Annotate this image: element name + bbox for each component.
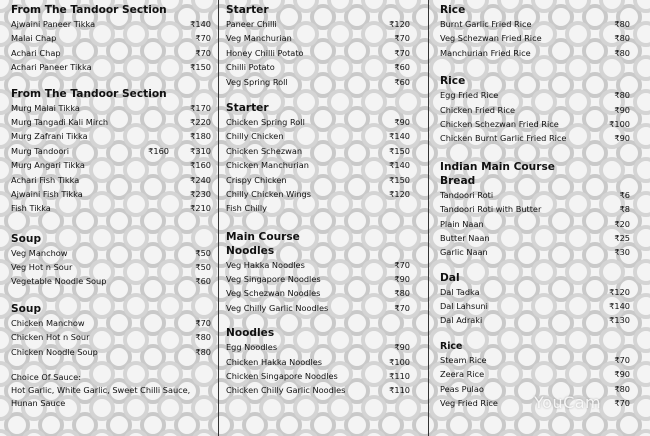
section-title: Indian Main Course <box>440 160 555 173</box>
item-name: Dal Adraki <box>440 315 483 326</box>
item-price: ₹6 <box>619 189 630 200</box>
item-price: ₹70 <box>394 302 410 313</box>
menu-item <box>226 383 410 397</box>
menu-item <box>11 129 211 143</box>
section-rice-nonveg <box>440 75 630 146</box>
item-name: Plain Naan <box>440 218 484 229</box>
menu-item <box>11 101 211 115</box>
item-price: ₹70 <box>614 354 630 365</box>
item-price: ₹80 <box>195 346 211 357</box>
item-name: Murg Zafrani Tikka <box>11 131 88 142</box>
menu-item <box>226 201 410 215</box>
item-price: ₹70 <box>195 33 211 44</box>
item-name: Chicken Spring Roll <box>226 116 305 127</box>
item-name: Manchurian Fried Rice <box>440 47 531 58</box>
menu-item <box>11 260 211 274</box>
menu-item <box>226 286 410 300</box>
item-name: Achari Chap <box>11 47 61 58</box>
menu-item <box>11 144 211 158</box>
item-name: Malai Chap <box>11 33 57 44</box>
item-name: Chilli Potato <box>226 62 275 73</box>
item-name: Tandoori Roti <box>440 189 494 200</box>
menu-item <box>440 202 630 216</box>
menu-item <box>440 299 630 313</box>
item-name: Murg Angari Tikka <box>11 160 85 171</box>
item-price: ₹140 <box>609 301 630 312</box>
item-name: Dal Tadka <box>440 286 480 297</box>
item-price: ₹25 <box>614 232 630 243</box>
item-price: ₹100 <box>609 118 630 129</box>
item-name: Tandoori Roti with Butter <box>440 204 542 215</box>
item-name: Chicken Manchow <box>11 317 85 328</box>
menu-item <box>226 129 410 143</box>
item-price: ₹310 <box>190 145 211 156</box>
menu-item <box>226 17 410 31</box>
item-price: ₹170 <box>190 102 211 113</box>
item-name: Steam Rice <box>440 354 487 365</box>
menu-item <box>440 353 630 367</box>
item-name: Chicken Noodle Soup <box>11 346 98 357</box>
item-name: Honey Chilli Potato <box>226 47 304 58</box>
item-name: Veg Singapore Noodles <box>226 274 321 285</box>
menu-item <box>440 46 630 60</box>
menu-column-3 <box>440 4 630 410</box>
menu-item <box>226 75 410 89</box>
item-name: Egg Fried Rice <box>440 90 499 101</box>
menu-item <box>226 115 410 129</box>
item-price: ₹30 <box>614 247 630 258</box>
item-price: ₹90 <box>614 104 630 115</box>
menu-item <box>226 173 410 187</box>
item-name: Chicken Fried Rice <box>440 104 516 115</box>
menu-item <box>226 31 410 45</box>
menu-item <box>440 117 630 131</box>
item-price: ₹90 <box>394 274 410 285</box>
section-title: Rice <box>440 340 463 352</box>
item-name: Achari Paneer Tikka <box>11 62 92 73</box>
item-price: ₹80 <box>614 33 630 44</box>
section-dal <box>440 272 630 328</box>
menu-item <box>11 345 211 359</box>
sauce-line-2: Hunan Sauce <box>11 398 66 409</box>
menu-item <box>440 17 630 31</box>
section-sauce <box>11 371 211 410</box>
item-price: ₹130 <box>609 315 630 326</box>
menu-item <box>440 285 630 299</box>
section-title: Soup <box>11 302 42 315</box>
item-name: Egg Noodles <box>226 342 278 353</box>
section-title: Noodles <box>226 327 275 340</box>
item-price: ₹140 <box>190 19 211 29</box>
menu-item <box>11 316 211 330</box>
item-price: ₹120 <box>389 19 410 29</box>
section-title: Rice <box>440 4 466 16</box>
item-price: ₹70 <box>394 259 410 270</box>
menu-item <box>11 246 211 260</box>
item-name: Chicken Hakka Noodles <box>226 356 323 367</box>
item-name: Murg Tandoori <box>11 145 69 156</box>
item-price: ₹140 <box>389 131 410 142</box>
menu-item <box>226 46 410 60</box>
item-price: ₹140 <box>389 160 410 171</box>
item-name: Veg Chilly Garlic Noodles <box>226 302 329 313</box>
menu-item <box>440 188 630 202</box>
menu-item <box>11 31 211 45</box>
item-name: Veg Spring Roll <box>226 76 288 87</box>
menu-item <box>226 355 410 369</box>
item-name: Veg Fried Rice <box>440 398 498 409</box>
item-price: ₹90 <box>614 133 630 144</box>
item-name: Burnt Garlic Fried Rice <box>440 19 532 29</box>
item-name: Veg Manchow <box>11 247 68 258</box>
menu-item <box>226 187 410 201</box>
item-name: Vegetable Noodle Soup <box>11 276 107 287</box>
item-name: Paneer Chilli <box>226 19 277 29</box>
menu-item <box>440 131 630 145</box>
item-price: ₹180 <box>190 131 211 142</box>
item-price: ₹80 <box>394 288 410 299</box>
item-name: Chicken Schezwan <box>226 145 303 156</box>
item-price: ₹60 <box>195 276 211 287</box>
item-price: ₹90 <box>394 116 410 127</box>
section-tandoor-nonveg <box>11 88 211 216</box>
menu-item <box>440 88 630 102</box>
item-price: ₹150 <box>389 174 410 185</box>
column-divider-1 <box>218 0 219 436</box>
item-name: Butter Naan <box>440 232 490 243</box>
item-price: ₹90 <box>614 369 630 380</box>
item-price: ₹80 <box>195 332 211 343</box>
section-title: Starter <box>226 101 269 114</box>
item-name: Fish Chilly <box>226 203 268 214</box>
menu-item <box>226 340 410 354</box>
item-price: ₹80 <box>614 47 630 58</box>
item-price: ₹80 <box>614 383 630 394</box>
menu-item <box>11 60 211 74</box>
section-soup-veg <box>11 233 211 289</box>
item-name: Fish Tikka <box>11 203 51 214</box>
item-price: ₹220 <box>190 116 211 127</box>
item-name: Chicken Chilly Garlic Noodles <box>226 385 346 396</box>
item-name: Chicken Burnt Garlic Fried Rice <box>440 133 567 144</box>
sauce-line-1: Hot Garlic, White Garlic, Sweet Chilli Sauce, <box>11 385 191 396</box>
watermark: YouCam <box>534 393 602 412</box>
section-soup-chicken <box>11 303 211 359</box>
item-price: ₹50 <box>195 247 211 258</box>
item-price: ₹60 <box>394 76 410 87</box>
item-price: ₹110 <box>389 385 410 396</box>
item-price: ₹80 <box>614 90 630 101</box>
item-name: Peas Pulao <box>440 383 484 394</box>
section-title: Soup <box>11 232 42 245</box>
item-price: ₹240 <box>190 174 211 185</box>
item-price: ₹100 <box>389 356 410 367</box>
section-title: Rice <box>440 75 466 88</box>
item-price: ₹110 <box>389 371 410 382</box>
item-price: ₹20 <box>614 218 630 229</box>
sauce-title: Choice Of Sauce: <box>11 372 81 383</box>
item-price: ₹210 <box>190 203 211 214</box>
section-tandoor-veg <box>11 4 211 75</box>
item-price: ₹60 <box>394 62 410 73</box>
item-name: Garlic Naan <box>440 247 488 258</box>
item-name: Veg Manchurian <box>226 33 292 44</box>
menu-item <box>226 144 410 158</box>
menu-item <box>440 313 630 327</box>
menu-item <box>226 158 410 172</box>
item-name: Achari Fish Tikka <box>11 174 80 185</box>
item-price: ₹70 <box>394 33 410 44</box>
item-price: ₹120 <box>609 286 630 297</box>
menu-item <box>11 274 211 288</box>
menu-item <box>226 258 410 272</box>
column-divider-2 <box>428 0 429 436</box>
item-price: ₹150 <box>389 145 410 156</box>
item-price: ₹8 <box>619 204 630 215</box>
menu-item <box>440 31 630 45</box>
item-price: ₹230 <box>190 188 211 199</box>
item-name: Veg Hot n Sour <box>11 262 73 273</box>
item-price: ₹50 <box>195 262 211 273</box>
menu-item <box>11 187 211 201</box>
item-price: ₹80 <box>614 19 630 29</box>
item-price: ₹150 <box>190 62 211 73</box>
item-name: Chicken Schezwan Fried Rice <box>440 118 559 129</box>
item-name: Ajwaini Paneer Tikka <box>11 19 96 29</box>
item-name: Chicken Singapore Noodles <box>226 371 338 382</box>
menu-column-2 <box>226 4 410 398</box>
menu-item <box>226 60 410 74</box>
item-name: Zeera Rice <box>440 369 485 380</box>
item-name: Veg Hakka Noodles <box>226 259 305 270</box>
menu-column-1 <box>11 4 211 410</box>
section-rice-veg <box>440 4 630 60</box>
menu-item <box>226 272 410 286</box>
menu-item <box>11 173 211 187</box>
menu-item <box>11 330 211 344</box>
section-title: From The Tandoor Section <box>11 4 167 16</box>
section-starter-nonveg <box>226 102 410 216</box>
section-subtitle: Bread <box>440 174 476 187</box>
item-price: ₹90 <box>394 342 410 353</box>
item-price: ₹70 <box>195 317 211 328</box>
item-half-price: ₹160 <box>148 145 169 156</box>
section-title: Main Course <box>226 230 300 243</box>
menu-item <box>226 369 410 383</box>
item-name: Chilly Chicken <box>226 131 284 142</box>
menu-item <box>440 217 630 231</box>
item-name: Murg Malai Tikka <box>11 102 80 113</box>
menu-item <box>11 158 211 172</box>
menu-item <box>440 103 630 117</box>
item-price: ₹160 <box>190 160 211 171</box>
section-title: Starter <box>226 4 269 16</box>
item-name: Crispy Chicken <box>226 174 287 185</box>
section-main-noodles <box>226 230 410 316</box>
item-price: ₹120 <box>389 188 410 199</box>
section-subtitle: Noodles <box>226 244 275 257</box>
menu-item <box>11 17 211 31</box>
menu-item <box>440 231 630 245</box>
menu-item <box>440 245 630 259</box>
item-name: Dal Lahsuni <box>440 301 488 312</box>
section-title: Dal <box>440 271 460 284</box>
section-indian-bread <box>440 160 630 260</box>
section-noodles <box>226 327 410 398</box>
item-name: Chicken Manchurian <box>226 160 309 171</box>
section-title: From The Tandoor Section <box>11 87 167 100</box>
item-name: Murg Tangadi Kali Mirch <box>11 116 109 127</box>
menu-item <box>226 301 410 315</box>
menu-item <box>11 201 211 215</box>
menu-item <box>11 46 211 60</box>
item-price: ₹70 <box>614 398 630 409</box>
item-name: Ajwaini Fish Tikka <box>11 188 83 199</box>
item-price: ₹70 <box>195 47 211 58</box>
menu-item <box>440 367 630 381</box>
item-name: Chicken Hot n Sour <box>11 332 90 343</box>
item-name: Veg Schezwan Fried Rice <box>440 33 542 44</box>
item-price: ₹70 <box>394 47 410 58</box>
menu-item <box>11 115 211 129</box>
section-starter-veg <box>226 4 410 89</box>
item-name: Veg Schezwan Noodles <box>226 288 321 299</box>
item-name: Chilly Chicken Wings <box>226 188 311 199</box>
